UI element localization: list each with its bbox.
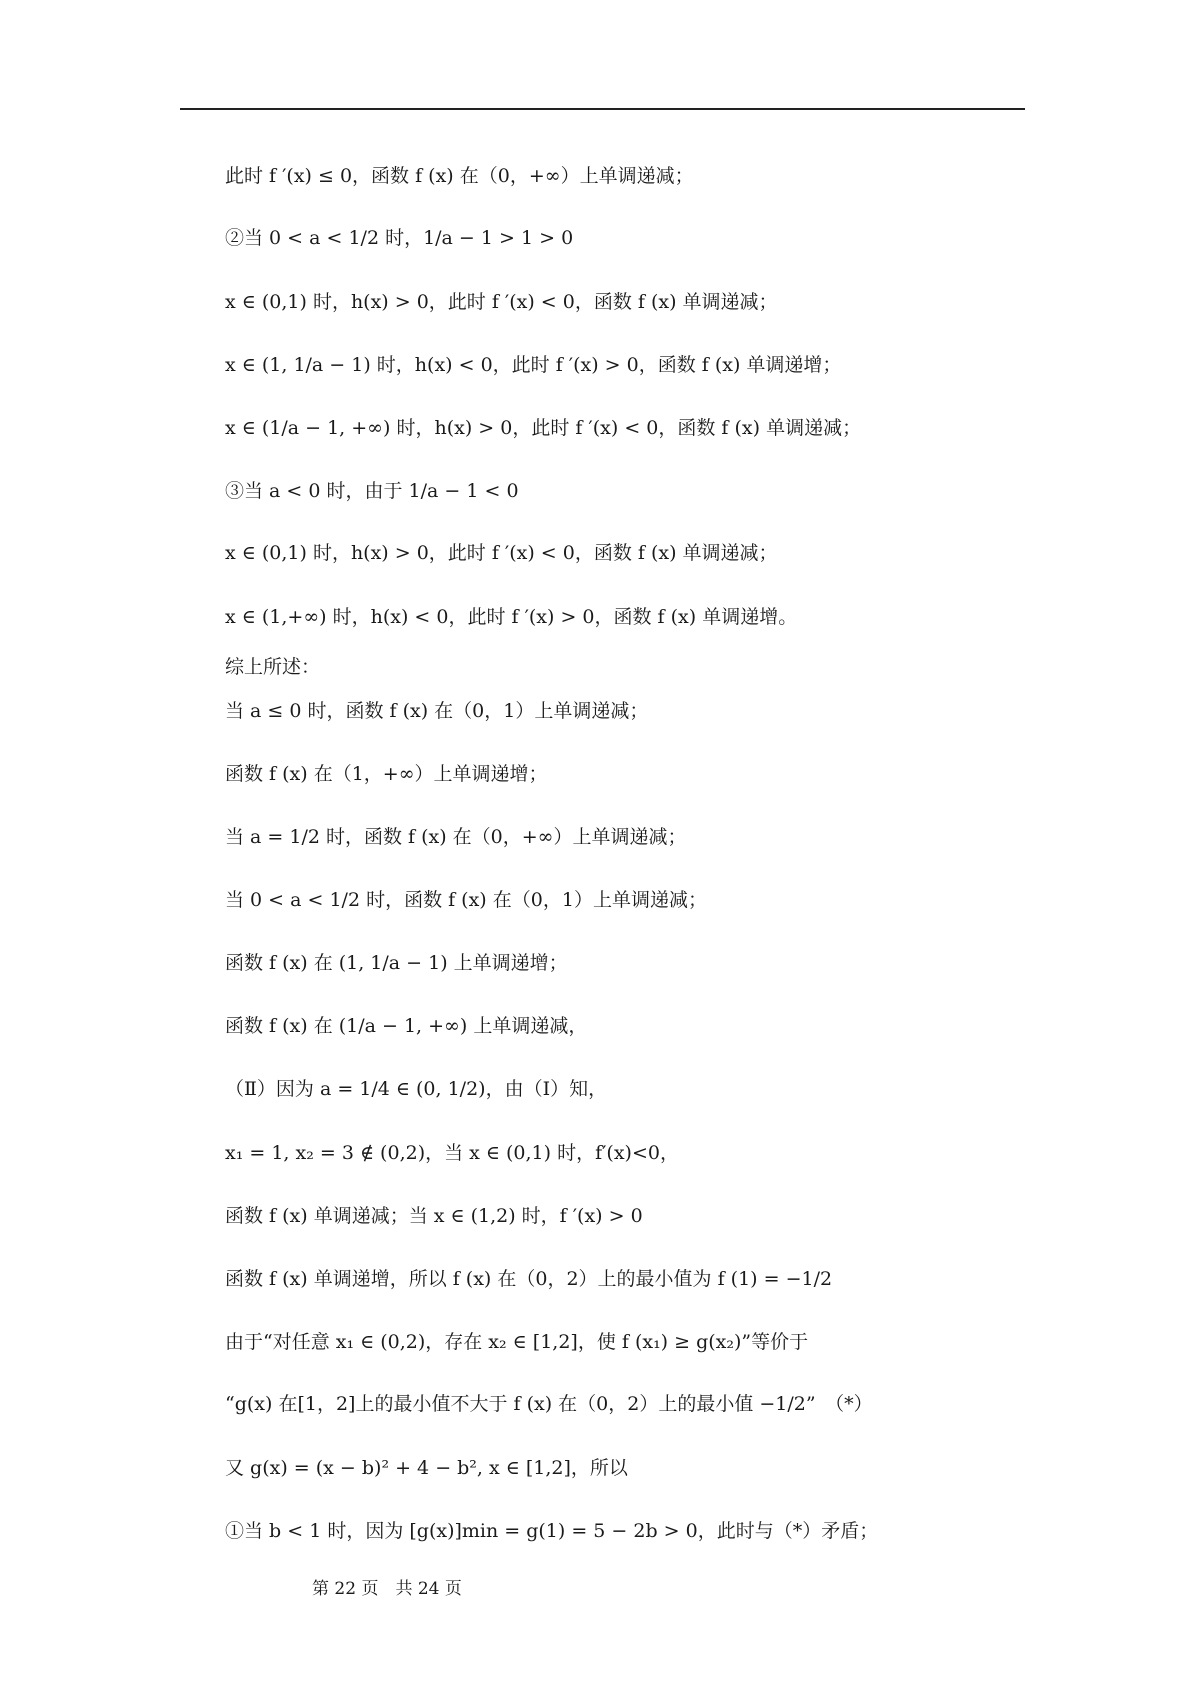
text-line: x₁ = 1, x₂ = 3 ∉ (0,2)，当 x ∈ (0,1) 时，f′(x)<0， [225,1142,679,1164]
text-line: ③当 a < 0 时，由于 1/a − 1 < 0 [225,480,519,502]
text-line: x ∈ (0,1) 时，h(x) > 0，此时 f ′(x) < 0，函数 f (x) 单调递减； [225,291,778,313]
text-line: （Ⅱ）因为 a = 1/4 ∈ (0, 1/2)，由（Ⅰ）知， [225,1078,608,1100]
text-line: 当 0 < a < 1/2 时，函数 f (x) 在（0，1）上单调递减； [225,889,707,911]
text-line: x ∈ (1,+∞) 时，h(x) < 0，此时 f ′(x) > 0，函数 f (x) 单调递增。 [225,606,798,628]
text-line: 综上所述： [225,656,321,678]
text-line: x ∈ (1/a − 1, +∞) 时，h(x) > 0，此时 f ′(x) < 0，函数 f (x) 单调递减； [225,417,862,439]
text-line: 函数 f (x) 在 (1/a − 1, +∞) 上单调递减， [225,1015,588,1037]
text-line: ①当 b < 1 时，因为 [g(x)]min = g(1) = 5 − 2b > 0，此时与（*）矛盾； [225,1520,879,1542]
text-line: 当 a = 1/2 时，函数 f (x) 在（0，+∞）上单调递减； [225,826,687,848]
text-line: 此时 f ′(x) ≤ 0，函数 f (x) 在（0，+∞）上单调递减； [225,165,694,187]
header-rule [180,108,1025,110]
text-line: 函数 f (x) 在（1，+∞）上单调递增； [225,763,548,785]
text-line: 函数 f (x) 单调递减；当 x ∈ (1,2) 时，f ′(x) > 0 [225,1205,643,1227]
text-line: 又 g(x) = (x − b)² + 4 − b², x ∈ [1,2]，所以 [225,1457,628,1479]
text-line: 函数 f (x) 在 (1, 1/a − 1) 上单调递增； [225,952,568,974]
text-line: 当 a ≤ 0 时，函数 f (x) 在（0，1）上单调递减； [225,700,649,722]
text-line: 函数 f (x) 单调递增，所以 f (x) 在（0，2）上的最小值为 f (1) = −1/2 [225,1268,833,1290]
text-line: 由于“对任意 x₁ ∈ (0,2)，存在 x₂ ∈ [1,2]，使 f (x₁) ≥ g(x₂)”等价于 [225,1331,809,1353]
text-line: ②当 0 < a < 1/2 时，1/a − 1 > 1 > 0 [225,227,574,249]
text-line: “g(x) 在[1，2]上的最小值不大于 f (x) 在（0，2）上的最小值 −1/2” （*） [225,1393,873,1415]
text-line: x ∈ (1, 1/a − 1) 时，h(x) < 0，此时 f ′(x) > 0，函数 f (x) 单调递增； [225,354,842,376]
text-line: x ∈ (0,1) 时，h(x) > 0，此时 f ′(x) < 0，函数 f (x) 单调递减； [225,542,778,564]
page-number: 第 22 页 共 24 页 [312,1579,462,1599]
